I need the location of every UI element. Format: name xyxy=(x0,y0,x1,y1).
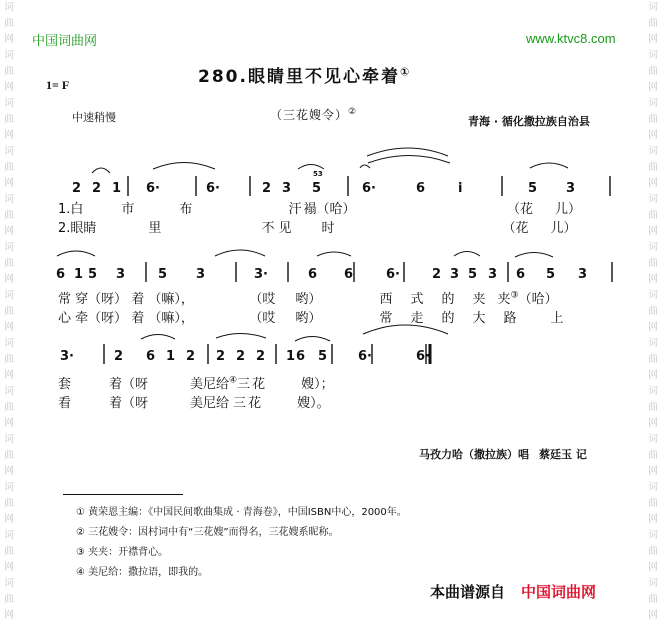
slur xyxy=(216,334,266,339)
note: 2 xyxy=(72,181,82,196)
note: 5 xyxy=(158,267,168,282)
site-url: www.ktvc8.com xyxy=(526,31,616,46)
note: 1 xyxy=(166,349,176,364)
note: 2 xyxy=(236,349,246,364)
note: 3· xyxy=(60,349,74,364)
slur xyxy=(530,163,568,168)
note: 2 xyxy=(256,349,266,364)
note: 6 xyxy=(56,267,66,282)
grace-notes: 53 xyxy=(313,170,323,178)
note: 3· xyxy=(254,267,268,282)
note: 6 xyxy=(146,349,156,364)
slur xyxy=(454,252,480,257)
note: 5 xyxy=(468,267,478,282)
key-signature: 1= F xyxy=(46,78,70,92)
lyrics-line3-verse1: 套 着（呀 美尼给④三 花 嫂）； xyxy=(58,375,334,392)
slur xyxy=(298,165,324,170)
song-title: 280.眼睛里不见心牵着① xyxy=(198,65,412,87)
note: 3 xyxy=(566,181,576,196)
song-subtitle: （三花嫂令）② xyxy=(270,107,358,122)
note: 3 xyxy=(282,181,292,196)
lyrics-line3-verse2: 看 着（呀 美尼给 三 花 嫂）。 xyxy=(58,396,330,411)
note: i xyxy=(458,181,463,196)
note: 2 xyxy=(186,349,196,364)
note: 6· xyxy=(146,181,160,196)
note: 6 xyxy=(296,349,306,364)
slur xyxy=(92,168,110,173)
note: 6· xyxy=(362,181,376,196)
note: 6· xyxy=(358,349,372,364)
footnote-2: ② 三花嫂令：因村词中有“三花嫂”而得名，三花嫂系昵称。 xyxy=(76,527,339,538)
lyrics-line1-verse2: 2.眼睛 里 不 见 时 （花 儿） xyxy=(58,221,577,236)
left-watermark: 词曲网词曲网词曲网词曲网词曲网词曲网词曲网词曲网词曲网词曲网词曲网词曲网词曲网 xyxy=(4,2,14,621)
note: 6· xyxy=(416,349,430,364)
lyrics-line2-verse2: 心 牵（呀） 着 （嘛）， （哎 哟） 常 走 的 大 路 上 xyxy=(58,311,564,326)
slur xyxy=(368,156,450,164)
slur xyxy=(141,335,175,340)
note: 3 xyxy=(488,267,498,282)
note: 5 xyxy=(546,267,556,282)
footnote-divider xyxy=(63,494,183,495)
right-watermark: 词曲网词曲网词曲网词曲网词曲网词曲网词曲网词曲网词曲网词曲网词曲网词曲网词曲网 xyxy=(648,2,658,621)
slur xyxy=(215,250,265,256)
score-line-1 xyxy=(72,176,610,196)
note: 2 xyxy=(216,349,226,364)
note: 5 xyxy=(88,267,98,282)
note: 2 xyxy=(114,349,124,364)
note: 5 xyxy=(528,181,538,196)
note: 6· xyxy=(206,181,220,196)
note: 6 xyxy=(308,267,318,282)
note: 5 xyxy=(318,349,328,364)
slur xyxy=(317,252,351,256)
slur xyxy=(363,325,448,334)
note: 2 xyxy=(432,267,442,282)
note: 3 xyxy=(450,267,460,282)
footnote-4: ④ 美尼给：撒拉语，即我的。 xyxy=(76,567,209,578)
note: 1 xyxy=(286,349,296,364)
note: 6 xyxy=(516,267,526,282)
slur xyxy=(57,251,95,256)
score-line-3 xyxy=(60,344,430,364)
lyrics-line1-verse1: 1.白 市 布 汗 褟（哈） （花 儿） xyxy=(58,202,581,217)
footnote-3: ③ 夹夹：开襟背心。 xyxy=(76,547,169,558)
note: 3 xyxy=(578,267,588,282)
note: 6· xyxy=(386,267,400,282)
song-origin: 青海 · 循化撒拉族自治县 xyxy=(468,115,590,128)
site-name-top: 中国词曲网 xyxy=(32,34,98,49)
score-line-2 xyxy=(56,262,612,282)
slur xyxy=(360,165,370,168)
slur xyxy=(153,163,215,170)
footnote-1: ① 黄荣恩主编：《中国民间歌曲集成 · 青海卷》，中国ISBN中心，2000年。 xyxy=(76,507,407,518)
slur xyxy=(295,337,330,342)
note: 3 xyxy=(196,267,206,282)
credits: 马孜力哈（撒拉族）唱 蔡廷玉 记 xyxy=(419,448,587,461)
note: 2 xyxy=(262,181,272,196)
tempo-marking: 中速稍慢 xyxy=(72,111,116,124)
note: 5 xyxy=(312,181,322,196)
lyrics-line2-verse1: 常 穿（呀） 着 （嘛）， （哎 哟） 西 式 的 夹 夹③（哈） xyxy=(58,290,558,307)
slur xyxy=(367,148,448,156)
footer-source: 本曲谱源自 中国词曲网 xyxy=(430,583,597,601)
note: 2 xyxy=(92,181,102,196)
slur xyxy=(515,253,553,258)
note: 1 xyxy=(112,181,122,196)
note: 6 xyxy=(416,181,426,196)
note: 3 xyxy=(116,267,126,282)
note: 1 xyxy=(74,267,84,282)
note: 6 xyxy=(344,267,354,282)
